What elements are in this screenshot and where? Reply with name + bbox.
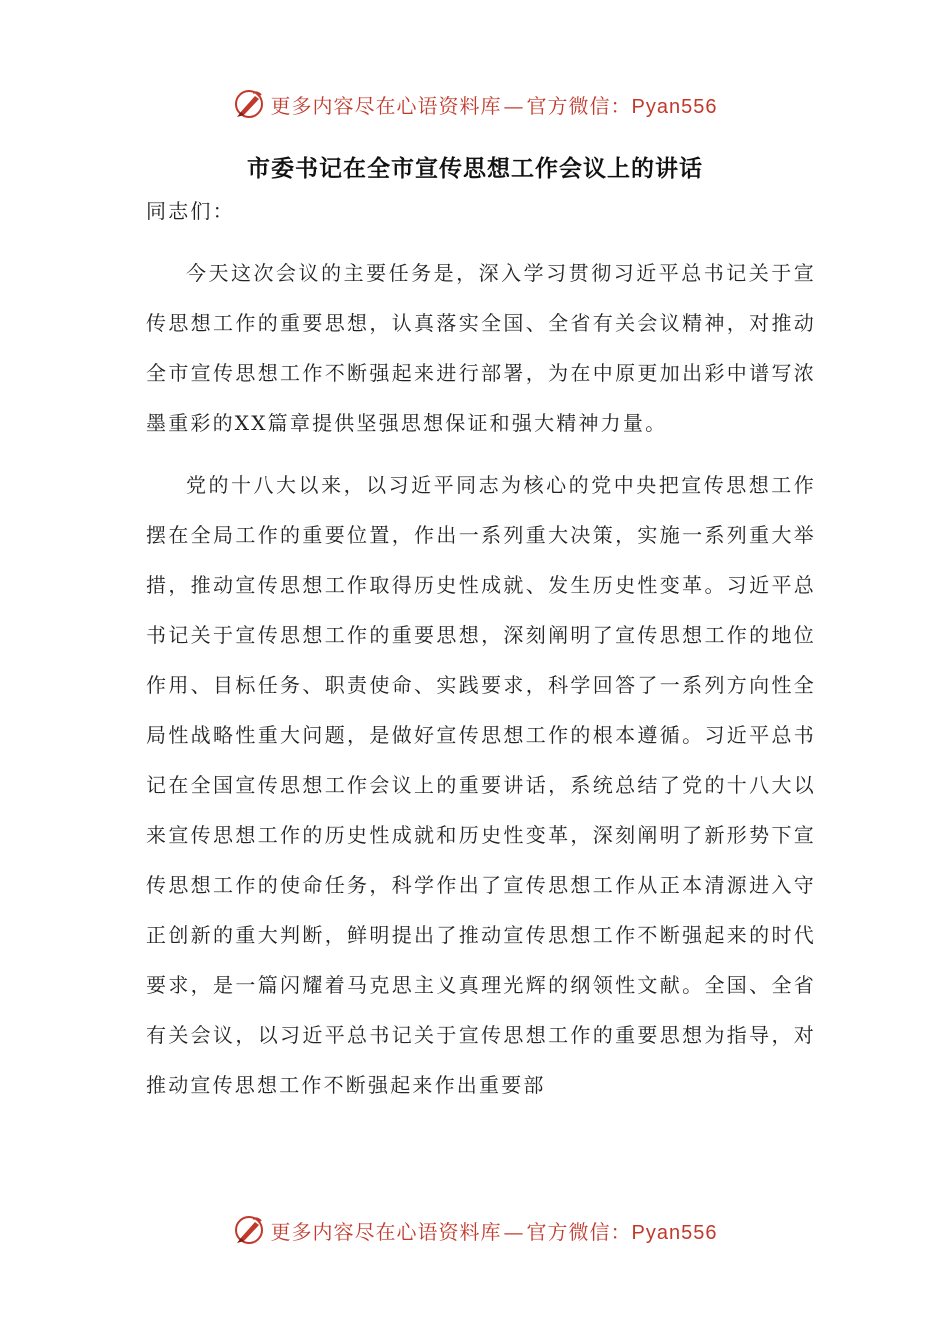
paragraph: 党的十八大以来，以习近平同志为核心的党中央把宣传思想工作摆在全局工作的重要位置，作出一系列重大决策，实施一系列重大举措，推动宣传思想工作取得历史性成就、发生历史性变革。习近平总书记关于宣传思想工作的重要思想，深刻阐明了宣传思想工作的地位作用、目标任务、职责使命、实践要求，科学回答了一系列方向性全局性战略性重大问题，是做好宣传思想工作的根本遵循。习近平总书记在全国宣传思想工作会议上的重要讲话，系统总结了党的十八大以来宣传思想工作的历史性成就和历史性变革，深刻阐明了新形势下宣传思想工作的使命任务，科学作出了宣传思想工作从正本清源进入守正创新的重大判断，鲜明提出了推动宣传思想工作不断强起来的时代要求，是一篇闪耀着马克思主义真理光辉的纲领性文献。全国、全省有关会议，以习近平总书记关于宣传思想工作的重要思想为指导，对推动宣传思想工作不断强起来作出重要部 xyxy=(146,473,816,1097)
paragraph: 今天这次会议的主要任务是，深入学习贯彻习近平总书记关于宣传思想工作的重要思想，认真落实全国、全省有关会议精神，对推动全市宣传思想工作不断强起来进行部署，为在中原更加出彩中谱写浓墨重彩的XX篇章提供坚强思想保证和强大精神力量。 xyxy=(146,261,816,435)
banner-site-text: 更多内容尽在心语资料库 xyxy=(270,93,502,118)
banner-wechat-label: 官方微信： xyxy=(526,93,632,118)
document-body xyxy=(146,186,816,1122)
banner-wechat-label: 官方微信： xyxy=(526,1219,632,1244)
header-banner xyxy=(0,84,950,124)
document-title: 市委书记在全市宣传思想工作会议上的讲话 xyxy=(247,156,703,182)
banner-wechat-id: Pyan556 xyxy=(631,1221,718,1244)
banner-text xyxy=(271,1216,718,1245)
banner-separator: — xyxy=(503,1219,525,1244)
salutation: 同志们： xyxy=(146,199,235,223)
banner-site-text: 更多内容尽在心语资料库 xyxy=(270,1219,502,1244)
pen-logo-icon xyxy=(233,1214,265,1246)
pen-logo-icon xyxy=(233,88,265,120)
banner-text xyxy=(271,90,718,119)
banner-wechat-id: Pyan556 xyxy=(631,95,718,118)
banner-separator: — xyxy=(503,93,525,118)
footer-banner xyxy=(0,1210,950,1250)
